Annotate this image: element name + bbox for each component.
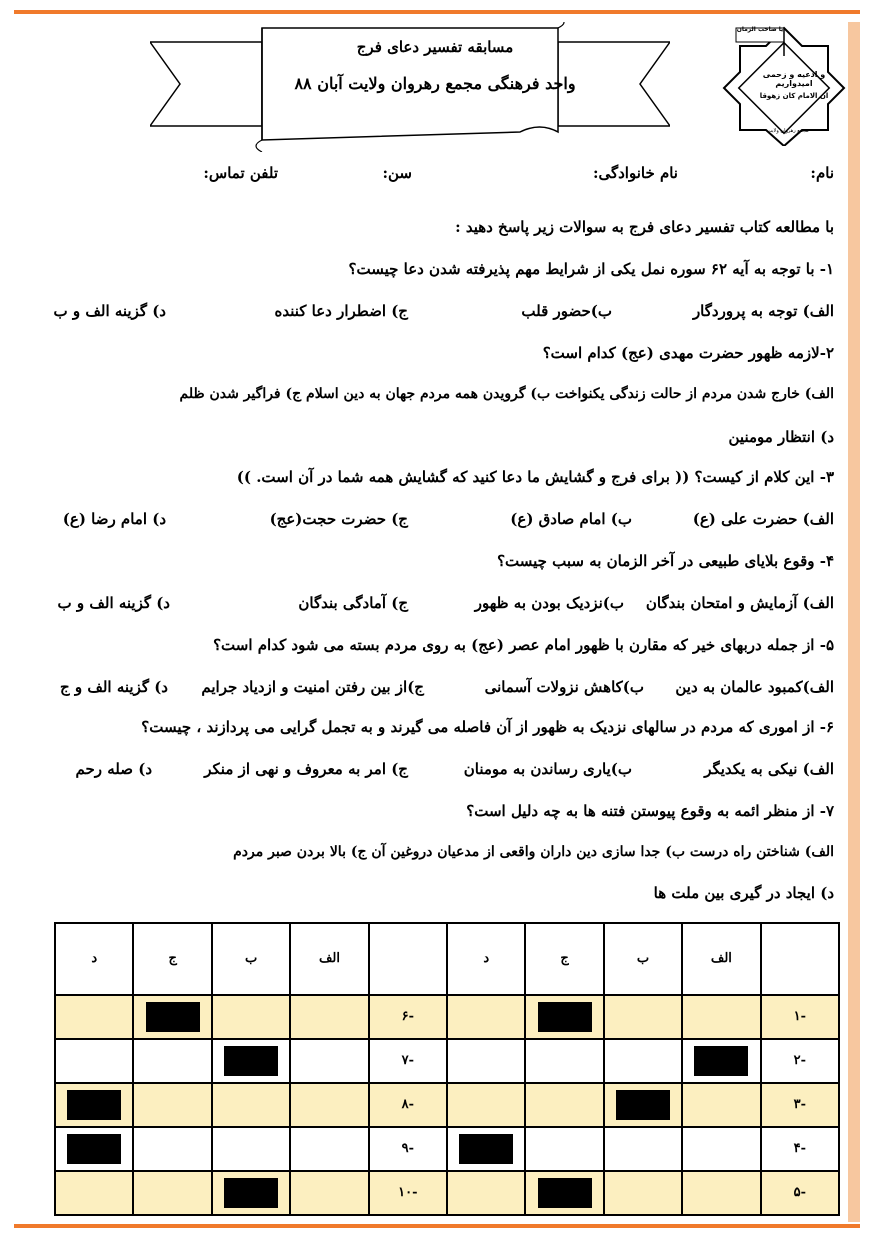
answer-cell[interactable] — [682, 1127, 760, 1171]
answer-cell[interactable] — [525, 1039, 603, 1083]
answer-cell[interactable] — [604, 1039, 682, 1083]
q7-options-line-1: الف) شناختن راه درست ب) جدا سازی دین داران واقعی از مدعیان دروغین آن ج) بالا بردن صبر مردم — [233, 844, 834, 860]
answer-cell[interactable] — [212, 1127, 290, 1171]
row-number-cell: -۲ — [761, 1039, 839, 1083]
answer-mark — [616, 1090, 670, 1120]
banner-text — [262, 30, 608, 93]
answer-cell[interactable] — [682, 1083, 760, 1127]
answer-cell[interactable] — [133, 1171, 211, 1215]
row-number-cell: -۸ — [369, 1083, 447, 1127]
top-border — [14, 10, 860, 14]
question-7: ۷- از منظر ائمه به وقوع پیوستن فتنه ها به چه دلیل است؟ — [466, 802, 834, 820]
answer-cell[interactable] — [604, 995, 682, 1039]
header-cell-a: الف — [682, 923, 760, 995]
answer-cell[interactable] — [212, 1171, 290, 1215]
side-strip — [848, 22, 860, 1222]
header-cell-b: ب — [604, 923, 682, 995]
q1-option-a: الف) توجه به پروردگار — [692, 302, 834, 320]
answer-cell[interactable] — [55, 1171, 133, 1215]
answer-cell[interactable] — [525, 995, 603, 1039]
q2-options-line-1: الف) خارج شدن مردم از حالت زندگی یکنواخت ب) گرویدن همه مردم جهان به دین اسلام ج) فراگیر شدن ظلم — [179, 386, 834, 402]
answer-table-header — [55, 923, 839, 995]
answer-cell[interactable] — [604, 1083, 682, 1127]
q6-option-d: د) صله رحم — [75, 760, 152, 778]
q4-option-b: ب)نزدیک بودن به ظهور — [474, 594, 624, 612]
phone-field-label: تلفن تماس: — [203, 164, 278, 182]
answer-cell[interactable] — [55, 1083, 133, 1127]
q5-option-c: ج)از بین رفتن امنیت و ازدیاد جرایم — [201, 678, 424, 696]
answer-cell[interactable] — [447, 1127, 525, 1171]
answer-cell[interactable] — [682, 1039, 760, 1083]
q4-option-d: د) گزینه الف و ب — [57, 594, 170, 612]
answer-cell[interactable] — [682, 995, 760, 1039]
answer-cell[interactable] — [212, 1083, 290, 1127]
answer-cell[interactable] — [290, 995, 368, 1039]
q1-option-b: ب)حضور قلب — [521, 302, 612, 320]
family-field-label: نام خانوادگی: — [592, 164, 678, 182]
question-6: ۶- از اموری که مردم در سالهای نزدیک به ظهور از آن فاصله می گیرند و به تجمل گرایی می پردازند ، چیست؟ — [141, 718, 834, 736]
answer-cell[interactable] — [604, 1171, 682, 1215]
logo-text-2: ان الامام کان زهوقا — [759, 92, 829, 100]
table-row — [55, 1127, 839, 1171]
answer-mark — [694, 1046, 748, 1076]
question-1: ۱- با توجه به آیه ۶۲ سوره نمل یکی از شرایط مهم پذیرفته شدن دعا چیست؟ — [348, 260, 834, 278]
question-2: ۲-لازمه ظهور حضرت مهدی (عج) کدام است؟ — [542, 344, 834, 362]
table-row — [55, 995, 839, 1039]
header-cell-d: د — [447, 923, 525, 995]
q7-option-d: د) ایجاد در گیری بین ملت ها — [653, 884, 834, 902]
q4-option-c: ج) آمادگی بندگان — [298, 594, 408, 612]
answer-cell[interactable] — [525, 1171, 603, 1215]
q3-option-b: ب) امام صادق (ع) — [510, 510, 632, 528]
q5-option-d: د) گزینه الف و ج — [59, 678, 168, 696]
answer-cell[interactable] — [447, 1171, 525, 1215]
header-cell-c: ج — [133, 923, 211, 995]
header-cell-b: ب — [212, 923, 290, 995]
answer-cell[interactable] — [133, 1039, 211, 1083]
answer-cell[interactable] — [682, 1171, 760, 1215]
logo-caption: مجمع رهروان ولایت — [767, 128, 809, 134]
q3-option-d: د) امام رضا (ع) — [62, 510, 166, 528]
page-subtitle: واحد فرهنگی مجمع رهروان ولایت آبان ۸۸ — [294, 74, 576, 93]
answer-cell[interactable] — [55, 1127, 133, 1171]
answer-cell[interactable] — [447, 995, 525, 1039]
table-row — [55, 1039, 839, 1083]
question-5: ۵- از جمله دربهای خیر که مقارن با ظهور امام عصر (عج) به روی مردم بسته می شود کدام است؟ — [213, 636, 834, 654]
bottom-border — [14, 1224, 860, 1228]
q2-option-d: د) انتظار مومنین — [728, 428, 834, 446]
name-field-label: نام: — [810, 164, 834, 182]
answer-cell[interactable] — [133, 1083, 211, 1127]
row-number-cell: -۶ — [369, 995, 447, 1039]
logo-text-1: و ادعیه و زحمی امیدواریم — [762, 70, 826, 88]
question-4: ۴- وقوع بلایای طبیعی در آخر الزمان به سبب چیست؟ — [497, 552, 834, 570]
answer-mark — [538, 1178, 592, 1208]
answer-cell[interactable] — [212, 995, 290, 1039]
answer-table — [54, 922, 840, 1216]
q6-option-a: الف) نیکی به یکدیگر — [704, 760, 834, 778]
row-number-cell: -۳ — [761, 1083, 839, 1127]
instructions: با مطالعه کتاب تفسیر دعای فرج به سوالات زیر پاسخ دهید : — [455, 218, 834, 236]
page-title: مسابقه تفسیر دعای فرج — [356, 38, 514, 56]
answer-mark — [459, 1134, 513, 1164]
answer-cell[interactable] — [447, 1039, 525, 1083]
q4-option-a: الف) آزمایش و امتحان بندگان — [645, 594, 834, 612]
header-cell-d: د — [55, 923, 133, 995]
q5-option-b: ب)کاهش نزولات آسمانی — [484, 678, 644, 696]
answer-cell[interactable] — [133, 1127, 211, 1171]
q3-option-c: ج) حضرت حجت(عج) — [269, 510, 408, 528]
q3-option-a: الف) حضرت علی (ع) — [692, 510, 834, 528]
question-3: ۳- این کلام از کیست؟ (( برای فرج و گشایش ما دعا کنید که گشایش همه شما در آن است. )) — [236, 468, 834, 486]
row-number-cell: -۱۰ — [369, 1171, 447, 1215]
answer-cell[interactable] — [525, 1083, 603, 1127]
answer-cell[interactable] — [604, 1127, 682, 1171]
table-row — [55, 1171, 839, 1215]
answer-cell[interactable] — [55, 995, 133, 1039]
header-cell-number — [369, 923, 447, 995]
header-cell-a: الف — [290, 923, 368, 995]
answer-cell[interactable] — [212, 1039, 290, 1083]
logo-slogan: یا صاحب الزمان — [736, 26, 784, 33]
answer-cell[interactable] — [55, 1039, 133, 1083]
answer-cell[interactable] — [290, 1171, 368, 1215]
table-row — [55, 1083, 839, 1127]
answer-cell[interactable] — [290, 1127, 368, 1171]
header-cell-c: ج — [525, 923, 603, 995]
answer-mark — [224, 1046, 278, 1076]
row-number-cell: -۷ — [369, 1039, 447, 1083]
answer-mark — [224, 1178, 278, 1208]
q6-option-c: ج) امر به معروف و نهی از منکر — [204, 760, 408, 778]
q5-option-a: الف)کمبود عالمان به دین — [675, 678, 834, 696]
answer-cell[interactable] — [133, 995, 211, 1039]
answer-cell[interactable] — [525, 1127, 603, 1171]
q1-option-c: ج) اضطرار دعا کننده — [274, 302, 408, 320]
row-number-cell: -۵ — [761, 1171, 839, 1215]
answer-mark — [67, 1134, 121, 1164]
row-number-cell: -۹ — [369, 1127, 447, 1171]
answer-cell[interactable] — [290, 1083, 368, 1127]
answer-cell[interactable] — [290, 1039, 368, 1083]
answer-cell[interactable] — [447, 1083, 525, 1127]
answer-mark — [146, 1002, 200, 1032]
answer-mark — [538, 1002, 592, 1032]
row-number-cell: -۴ — [761, 1127, 839, 1171]
q1-option-d: د) گزینه الف و ب — [53, 302, 166, 320]
header-cell-number — [761, 923, 839, 995]
row-number-cell: -۱ — [761, 995, 839, 1039]
age-field-label: سن: — [382, 164, 412, 182]
q6-option-b: ب)یاری رساندن به مومنان — [463, 760, 632, 778]
answer-mark — [67, 1090, 121, 1120]
